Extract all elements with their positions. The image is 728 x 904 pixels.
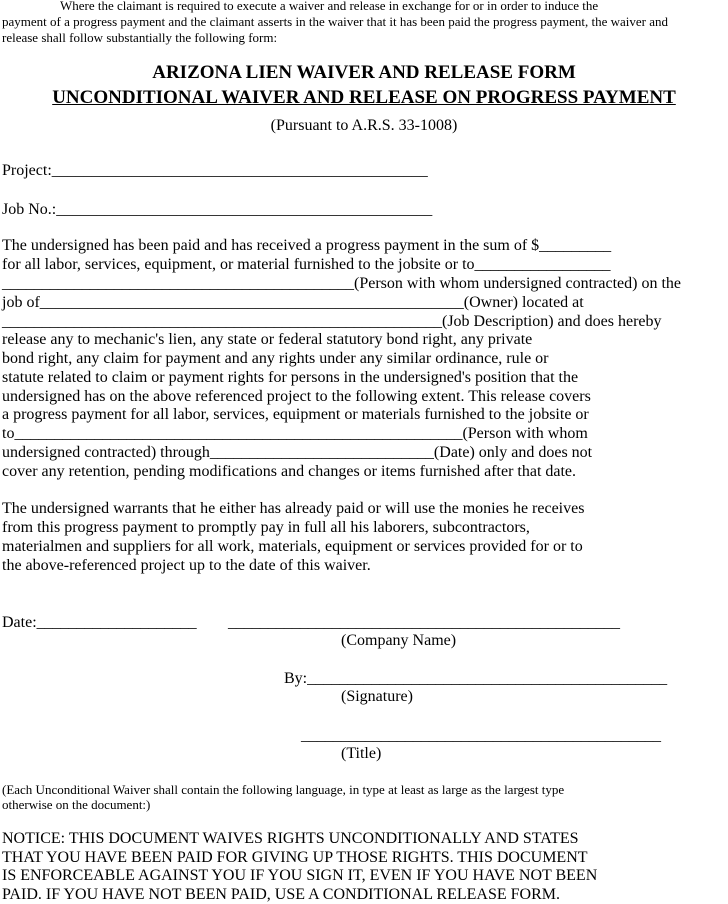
notice-line: THAT YOU HAVE BEEN PAID FOR GIVING UP THOSE RIGHTS. THIS DOCUMENT [2,849,588,866]
release-line: job of_____________________________________________________(Owner) located at [2,294,584,311]
release-line: undersigned contracted) through____________________________(Date) only and does not [2,444,593,461]
notice-line: NOTICE: THIS DOCUMENT WAIVES RIGHTS UNCONDITIONALLY AND STATES [2,830,579,847]
warranty-line: the above-referenced project up to the date of this waiver. [2,557,371,574]
notice-line: IS ENFORCEABLE AGAINST YOU IF YOU SIGN IT, EVEN IF YOU HAVE NOT BEEN [2,867,598,884]
release-line: cover any retention, pending modifications and changes or items furnished after that date. [2,463,577,480]
warranty-line: from this progress payment to promptly pay in full all his laborers, subcontractors, [2,519,530,536]
intro-line-2: payment of a progress payment and the claimant asserts in the waiver that it has been paid the progress payment, the waiver and [2,14,669,29]
release-line: ____________________________________________(Person with whom undersigned contracted) on the [2,275,682,292]
note-line-2: otherwise on the document:) [2,797,151,812]
form-title: ARIZONA LIEN WAIVER AND RELEASE FORM [152,62,576,83]
intro-line-3: release shall follow substantially the following form: [2,30,278,45]
project-field[interactable]: Project:_______________________________________________ [2,162,428,179]
release-line: The undersigned has been paid and has received a progress payment in the sum of $_________ [2,237,612,254]
release-line: statute related to claim or payment rights for persons in the undersigned's position that the [2,369,579,386]
release-line: to________________________________________________________(Person with whom [2,425,588,442]
release-line: release any to mechanic's lien, any state or federal statutory bond right, any private [2,331,533,348]
notice-line: PAID. IF YOU HAVE NOT BEEN PAID, USE A CONDITIONAL RELEASE FORM. [2,886,560,903]
job-number-field[interactable]: Job No.:_______________________________________________ [2,201,433,218]
form-subtitle: UNCONDITIONAL WAIVER AND RELEASE ON PROGRESS PAYMENT [52,87,676,108]
release-line: undersigned has on the above referenced project to the following extent. This release covers [2,388,591,405]
company-name-field[interactable]: _________________________________________________ [228,614,620,631]
warranty-line: materialmen and suppliers for all work, materials, equipment or services provided for or to [2,538,583,555]
release-line: a progress payment for all labor, services, equipment or materials furnished to the jobsite or [2,406,589,423]
company-name-label: (Company Name) [341,632,457,649]
title-label: (Title) [341,745,382,762]
release-line: _______________________________________________________(Job Description) and does hereby [2,313,662,330]
release-line: bond right, any claim for payment and any rights under any similar ordinance, rule or [2,350,549,367]
intro-line-1: Where the claimant is required to execute a waiver and release in exchange for or in order to induce the [60,0,599,13]
signature-label: (Signature) [341,688,413,705]
release-line: for all labor, services, equipment, or material furnished to the jobsite or to_________________ [2,256,611,273]
signature-field[interactable]: By:_____________________________________________ [284,670,668,687]
title-field[interactable]: _____________________________________________ [301,727,661,744]
statute-reference: (Pursuant to A.R.S. 33-1008) [270,117,458,134]
date-field[interactable]: Date:____________________ [2,614,197,631]
warranty-line: The undersigned warrants that he either has already paid or will use the monies he receives [2,500,585,517]
note-line-1: (Each Unconditional Waiver shall contain the following language, in type at least as large as the largest type [2,782,565,797]
